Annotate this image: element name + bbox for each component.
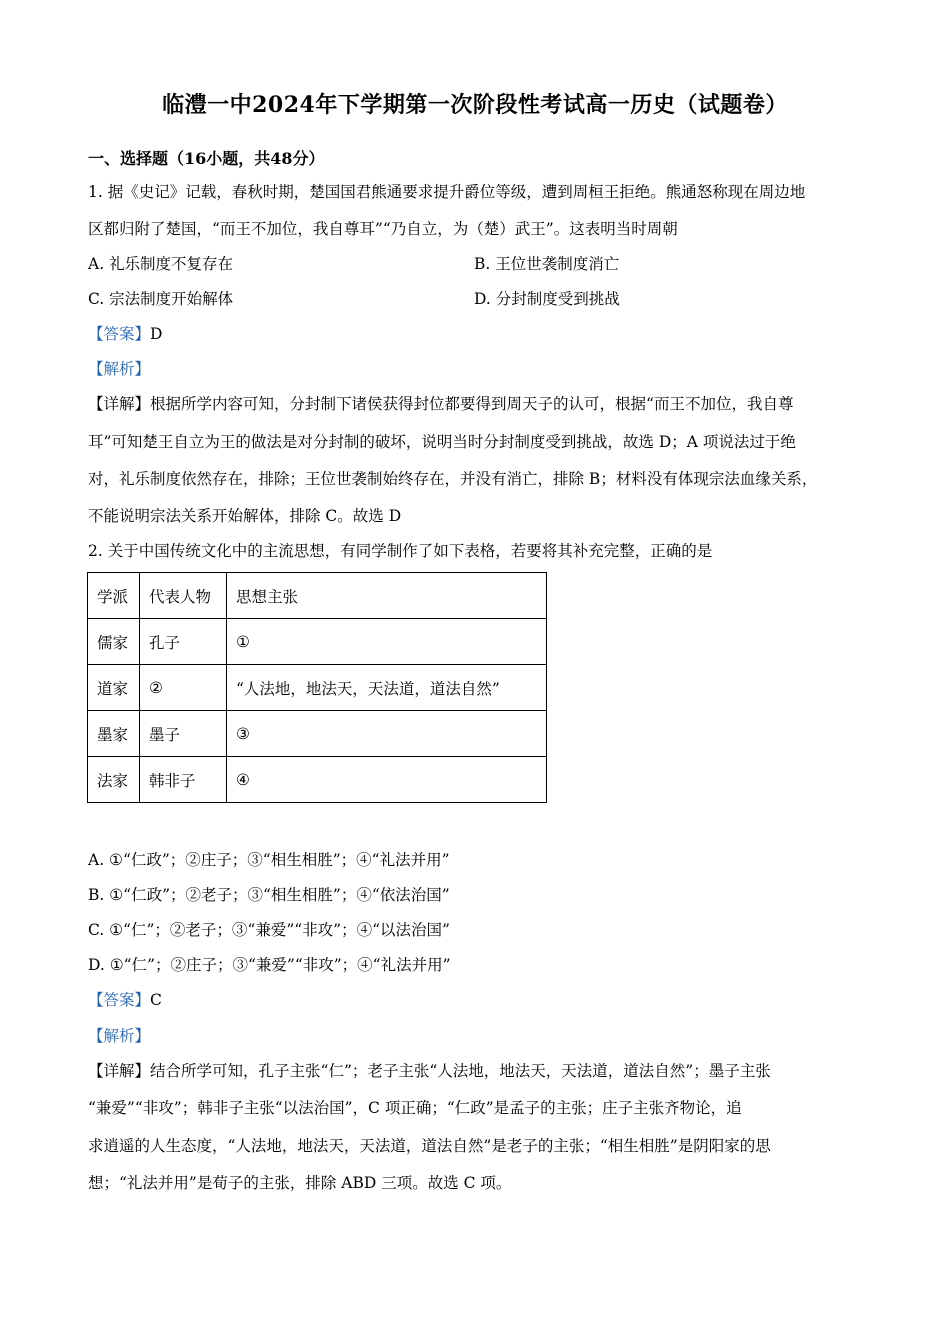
q1-stem-line2: 区都归附了楚国，“而王不加位，我自尊耳”“乃自立，为（楚）武王”。这表明当时周朝 — [88, 220, 678, 238]
table-cell: 孔子 — [140, 619, 227, 665]
q1-detail-line2: 耳”可知楚王自立为王的做法是对分封制的破坏，说明当时分封制度受到挑战，故选 D；A 项说法过于绝 — [88, 433, 796, 451]
q1-option-d: D. 分封制度受到挑战 — [474, 290, 620, 308]
q1-answer — [88, 324, 162, 344]
table-row — [88, 665, 547, 711]
answer-value: C — [150, 991, 162, 1009]
detail-text: 根据所学内容可知，分封制下诸侯获得封位都要得到周天子的认可，根据“而王不加位，我自尊 — [150, 395, 794, 413]
q2-option-a: A. ①“仁政”；②庄子；③“相生相胜”；④“礼法并用” — [88, 851, 450, 869]
table-cell: 道家 — [88, 665, 140, 711]
q2-answer — [88, 990, 162, 1010]
q1-analysis-label: 【解析】 — [88, 360, 151, 378]
table-header-cell: 学派 — [88, 573, 140, 619]
table-cell: “人法地，地法天，天法道，道法自然” — [227, 665, 547, 711]
table-row — [88, 757, 547, 803]
q2-option-b: B. ①“仁政”；②老子；③“相生相胜”；④“依法治国” — [88, 886, 450, 904]
q2-detail-line1 — [88, 1061, 771, 1081]
q1-detail-line3: 对，礼乐制度依然存在，排除；王位世袭制始终存在，并没有消亡，排除 B；材料没有体现宗法血缘关系， — [88, 470, 818, 488]
q1-option-b: B. 王位世袭制度消亡 — [474, 255, 620, 273]
table-row — [88, 619, 547, 665]
table-cell: 墨家 — [88, 711, 140, 757]
q2-detail-line3: 求逍遥的人生态度，“人法地，地法天，天法道，道法自然”是老子的主张；“相生相胜”是阴阳家的思 — [88, 1137, 771, 1155]
detail-label: 【详解】 — [88, 395, 151, 413]
table-header-cell: 代表人物 — [140, 573, 227, 619]
detail-label: 【详解】 — [88, 1062, 151, 1080]
q2-detail-line4: 想；“礼法并用”是荀子的主张，排除 ABD 三项。故选 C 项。 — [88, 1174, 512, 1192]
q2-detail-line2: “兼爱”“非攻”；韩非子主张“以法治国”，C 项正确；“仁政”是孟子的主张；庄子主张齐物论，追 — [88, 1099, 742, 1117]
answer-value: D — [150, 325, 163, 343]
q1-detail-line1 — [88, 394, 793, 414]
table-cell: 法家 — [88, 757, 140, 803]
section-heading: 一、选择题（16小题，共48分） — [88, 149, 325, 168]
q2-option-c: C. ①“仁”；②老子；③“兼爱”“非攻”；④“以法治国” — [88, 921, 450, 939]
answer-label: 【答案】 — [88, 991, 151, 1009]
exam-title: 临澧一中2024年下学期第一次阶段性考试高一历史（试题卷） — [162, 92, 788, 118]
q1-detail-line4: 不能说明宗法关系开始解体，排除 C。故选 D — [88, 507, 402, 525]
table-cell: ④ — [227, 757, 547, 803]
table-cell: 儒家 — [88, 619, 140, 665]
table-cell: ③ — [227, 711, 547, 757]
q1-option-c: C. 宗法制度开始解体 — [88, 290, 234, 308]
table-cell: ② — [140, 665, 227, 711]
detail-text: 结合所学可知，孔子主张“仁”；老子主张“人法地，地法天，天法道，道法自然”；墨子主张 — [150, 1062, 771, 1080]
table-header-cell: 思想主张 — [227, 573, 547, 619]
answer-label: 【答案】 — [88, 325, 151, 343]
table-cell: 墨子 — [140, 711, 227, 757]
schools-table — [87, 572, 547, 803]
q2-option-d: D. ①“仁”；②庄子；③“兼爱”“非攻”；④“礼法并用” — [88, 956, 451, 974]
table-cell: ① — [227, 619, 547, 665]
table-row — [88, 711, 547, 757]
q1-option-a: A. 礼乐制度不复存在 — [88, 255, 234, 273]
q2-analysis-label: 【解析】 — [88, 1027, 151, 1045]
table-cell: 韩非子 — [140, 757, 227, 803]
q2-stem: 2. 关于中国传统文化中的主流思想，有同学制作了如下表格，若要将其补充完整，正确的是 — [88, 542, 713, 560]
table-header-row — [88, 573, 547, 619]
q1-stem-line1: 1. 据《史记》记载，春秋时期，楚国国君熊通要求提升爵位等级，遭到周桓王拒绝。熊通怒称现在周边地 — [88, 183, 806, 201]
